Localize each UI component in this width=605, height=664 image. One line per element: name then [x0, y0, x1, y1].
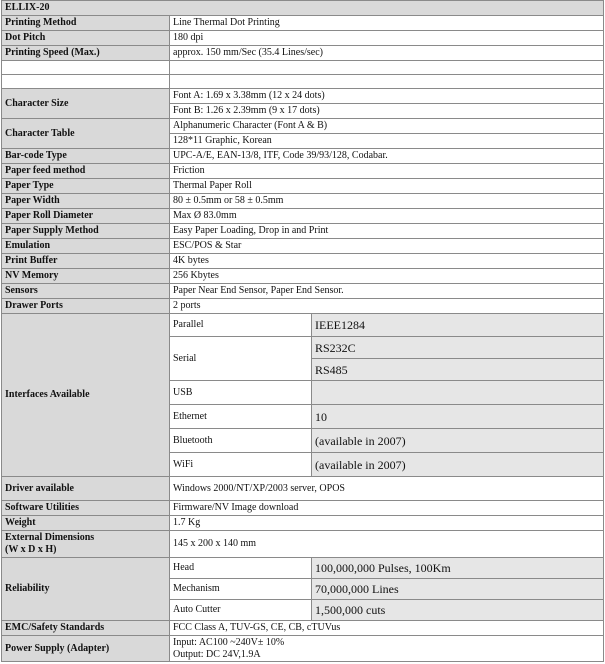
- spec-label: Paper feed method: [2, 164, 170, 179]
- spec-row-character-table: [2, 119, 604, 134]
- spec-label: Paper Width: [2, 194, 170, 209]
- spec-row-barcode-type: [2, 149, 604, 164]
- spec-value: FCC Class A, TUV-GS, CE, CB, cTUVus: [170, 621, 604, 636]
- spec-value: 256 Kbytes: [170, 269, 604, 284]
- spec-row-power-supply: [2, 636, 604, 662]
- empty-row: [2, 75, 604, 89]
- spec-label: Printing Method: [2, 16, 170, 31]
- sub-value: (available in 2007): [312, 429, 604, 453]
- spec-row-print-buffer: [2, 254, 604, 269]
- spec-value: 180 dpi: [170, 31, 604, 46]
- spec-label: Power Supply (Adapter): [2, 636, 170, 662]
- spec-label-line: External Dimensions: [5, 532, 95, 543]
- spec-label: Character Size: [2, 89, 170, 119]
- spec-label: Paper Supply Method: [2, 224, 170, 239]
- spec-label: Emulation: [2, 239, 170, 254]
- spec-label: Reliability: [2, 558, 170, 621]
- spec-row-driver: [2, 477, 604, 501]
- sub-label: Ethernet: [170, 405, 312, 429]
- spec-label: Character Table: [2, 119, 170, 149]
- spec-row-software: [2, 501, 604, 516]
- spec-row-dot-pitch: [2, 31, 604, 46]
- spec-value-line: Input: AC100 ~240V± 10%: [173, 636, 285, 648]
- spec-value: ESC/POS & Star: [170, 239, 604, 254]
- spec-value: Windows 2000/NT/XP/2003 server, OPOS: [170, 477, 604, 501]
- spec-label: EMC/Safety Standards: [2, 621, 170, 636]
- sub-label: Head: [170, 558, 312, 579]
- spec-value: 2 ports: [170, 299, 604, 314]
- spec-value: Paper Near End Sensor, Paper End Sensor.: [170, 284, 604, 299]
- sub-value: [312, 381, 604, 405]
- spec-row-drawer-ports: [2, 299, 604, 314]
- spec-value: Max Ø 83.0mm: [170, 209, 604, 224]
- spec-table: [1, 0, 604, 662]
- spec-label-line: (W x D x H): [5, 544, 57, 555]
- spec-value: 145 x 200 x 140 mm: [170, 531, 604, 558]
- spec-value: Font B: 1.26 x 2.39mm (9 x 17 dots): [170, 104, 604, 119]
- spec-label: Dot Pitch: [2, 31, 170, 46]
- spec-value: 1.7 Kg: [170, 516, 604, 531]
- sub-value: 1,500,000 cuts: [312, 600, 604, 621]
- spec-row-sensors: [2, 284, 604, 299]
- sub-label: Parallel: [170, 314, 312, 337]
- spec-value-line: Output: DC 24V,1.9A: [173, 648, 261, 660]
- sub-label: Auto Cutter: [170, 600, 312, 621]
- spec-row-dimensions: [2, 531, 604, 558]
- spec-value: Alphanumeric Character (Font A & B): [170, 119, 604, 134]
- spec-row-nv-memory: [2, 269, 604, 284]
- spec-value: Thermal Paper Roll: [170, 179, 604, 194]
- spec-value: 128*11 Graphic, Korean: [170, 134, 604, 149]
- sub-label: Serial: [170, 337, 312, 381]
- spec-row-weight: [2, 516, 604, 531]
- spec-value: Friction: [170, 164, 604, 179]
- title-row: [2, 1, 604, 16]
- spec-label: Interfaces Available: [2, 314, 170, 477]
- spec-label: Sensors: [2, 284, 170, 299]
- spec-value: 4K bytes: [170, 254, 604, 269]
- spec-label: [2, 531, 170, 558]
- spec-label: Print Buffer: [2, 254, 170, 269]
- spec-label: Software Utilities: [2, 501, 170, 516]
- spec-row-paper-feed: [2, 164, 604, 179]
- spec-label: Paper Type: [2, 179, 170, 194]
- spec-value: approx. 150 mm/Sec (35.4 Lines/sec): [170, 46, 604, 61]
- spec-row-paper-width: [2, 194, 604, 209]
- spec-label: Drawer Ports: [2, 299, 170, 314]
- spec-value: Firmware/NV Image download: [170, 501, 604, 516]
- spec-label: Weight: [2, 516, 170, 531]
- spec-label: Driver available: [2, 477, 170, 501]
- spec-row-reliability: [2, 558, 604, 579]
- spec-row-emulation: [2, 239, 604, 254]
- spec-row-printing-method: [2, 16, 604, 31]
- spec-value: Easy Paper Loading, Drop in and Print: [170, 224, 604, 239]
- spec-label: Bar-code Type: [2, 149, 170, 164]
- spec-value: Font A: 1.69 x 3.38mm (12 x 24 dots): [170, 89, 604, 104]
- spec-value: [170, 636, 604, 662]
- empty-cell: [170, 75, 604, 89]
- sub-label: Bluetooth: [170, 429, 312, 453]
- sub-value: 10: [312, 405, 604, 429]
- spec-label: NV Memory: [2, 269, 170, 284]
- spec-row-emc: [2, 621, 604, 636]
- sub-value: 100,000,000 Pulses, 100Km: [312, 558, 604, 579]
- spec-row-character-size: [2, 89, 604, 104]
- spec-row-paper-type: [2, 179, 604, 194]
- sub-value: RS232C: [312, 337, 604, 359]
- sub-value: (available in 2007): [312, 453, 604, 477]
- spec-row-interfaces: [2, 314, 604, 337]
- spec-row-printing-speed: [2, 46, 604, 61]
- spec-value: Line Thermal Dot Printing: [170, 16, 604, 31]
- sub-value: IEEE1284: [312, 314, 604, 337]
- sub-value: 70,000,000 Lines: [312, 579, 604, 600]
- empty-cell: [170, 61, 604, 75]
- sub-label: WiFi: [170, 453, 312, 477]
- spec-row-paper-supply: [2, 224, 604, 239]
- spec-value: UPC-A/E, EAN-13/8, ITF, Code 39/93/128, Codabar.: [170, 149, 604, 164]
- sub-label: Mechanism: [170, 579, 312, 600]
- empty-cell: [2, 61, 170, 75]
- spec-label: Paper Roll Diameter: [2, 209, 170, 224]
- empty-cell: [2, 75, 170, 89]
- spec-label: Printing Speed (Max.): [2, 46, 170, 61]
- sub-label: USB: [170, 381, 312, 405]
- sub-value: RS485: [312, 359, 604, 381]
- product-title: ELLIX-20: [2, 1, 604, 16]
- spec-value: 80 ± 0.5mm or 58 ± 0.5mm: [170, 194, 604, 209]
- empty-row: [2, 61, 604, 75]
- spec-row-paper-roll-diameter: [2, 209, 604, 224]
